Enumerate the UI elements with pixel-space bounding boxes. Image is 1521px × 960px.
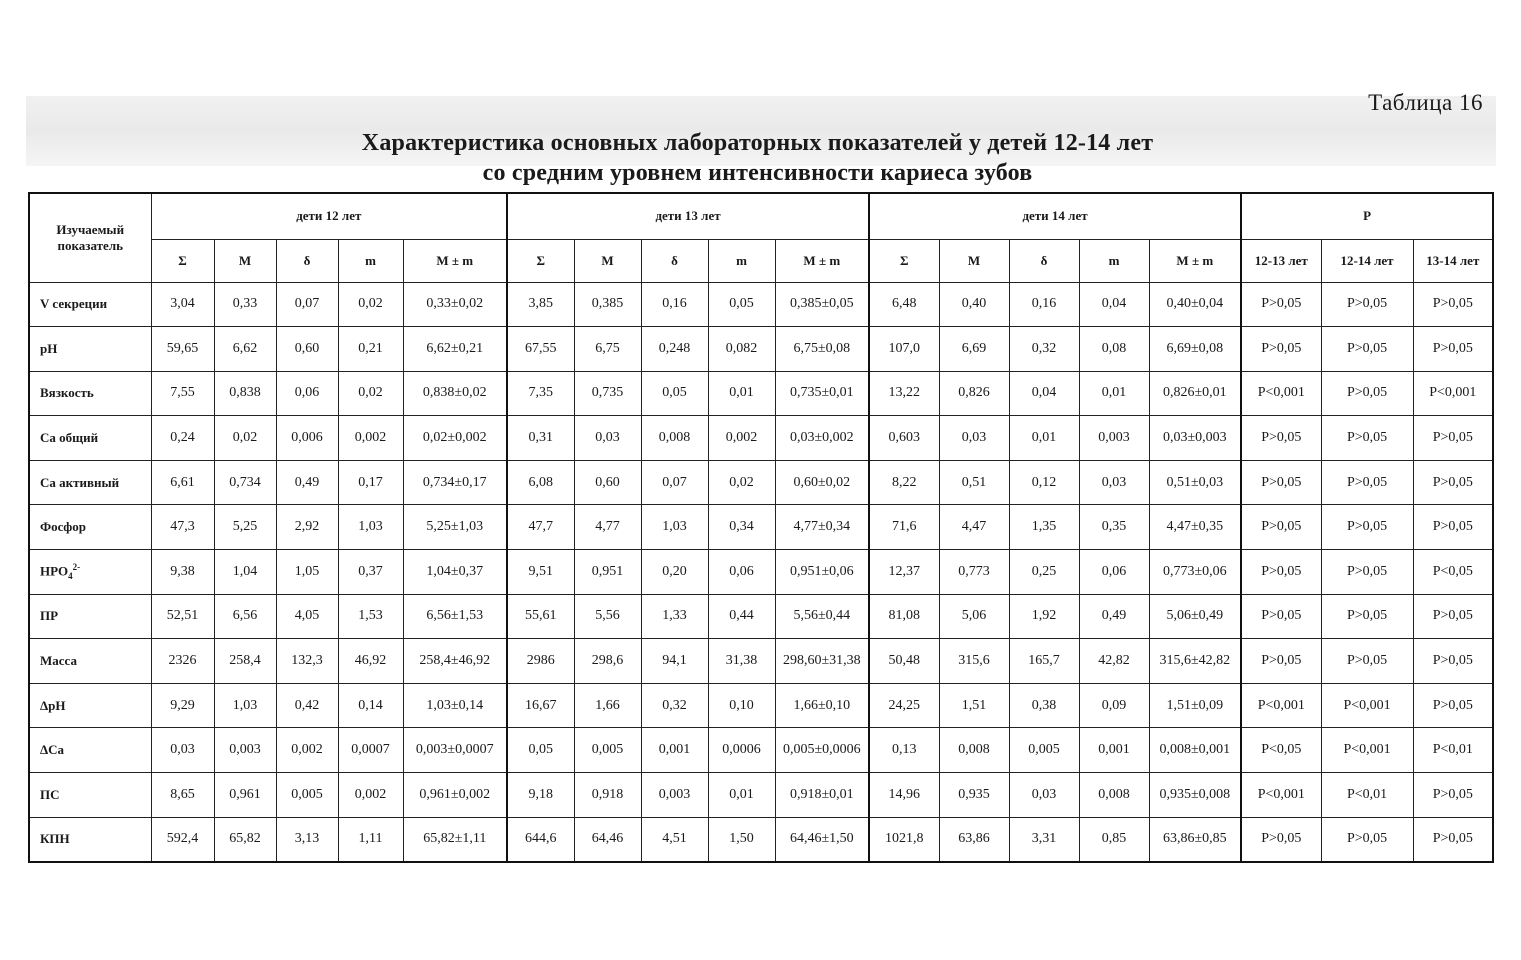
subheader-g0-c2: δ [276, 239, 338, 282]
subheader-p-c2: 13-14 лет [1413, 239, 1493, 282]
table-cell: 0,734 [214, 460, 276, 505]
table-cell: 132,3 [276, 639, 338, 684]
table-cell: Р>0,05 [1321, 416, 1413, 461]
subheader-g1-c2: δ [641, 239, 708, 282]
table-cell: 6,61 [151, 460, 214, 505]
table-cell: 1,03 [214, 683, 276, 728]
subheader-g0-c3: m [338, 239, 403, 282]
table-cell: 0,17 [338, 460, 403, 505]
table-cell: Р>0,05 [1413, 282, 1493, 327]
table-cell: 0,06 [276, 371, 338, 416]
table-cell: Р>0,05 [1413, 817, 1493, 862]
table-cell: Р>0,05 [1241, 817, 1321, 862]
table-cell: 0,25 [1009, 550, 1079, 595]
table-cell: 0,003 [1079, 416, 1149, 461]
table-cell: 8,22 [869, 460, 939, 505]
table-cell: 0,826 [939, 371, 1009, 416]
table-cell: 0,385 [574, 282, 641, 327]
table-cell: 0,003 [214, 728, 276, 773]
table-cell: 0,01 [708, 773, 775, 818]
table-cell: 5,25±1,03 [403, 505, 507, 550]
table-cell: 4,47±0,35 [1149, 505, 1241, 550]
table-cell: 0,838±0,02 [403, 371, 507, 416]
table-cell: 0,01 [708, 371, 775, 416]
table-cell: Р<0,01 [1321, 773, 1413, 818]
table-row [29, 550, 1493, 595]
table-cell: 0,961±0,002 [403, 773, 507, 818]
table-cell: 14,96 [869, 773, 939, 818]
table-cell: 4,77±0,34 [775, 505, 869, 550]
table-row [29, 416, 1493, 461]
table-cell: 1021,8 [869, 817, 939, 862]
table-cell: 0,60±0,02 [775, 460, 869, 505]
subheader-g1-c1: М [574, 239, 641, 282]
table-cell: 31,38 [708, 639, 775, 684]
subheader-g2-c1: М [939, 239, 1009, 282]
table-cell: 0,33±0,02 [403, 282, 507, 327]
table-cell: 5,56±0,44 [775, 594, 869, 639]
table-cell: Р>0,05 [1321, 505, 1413, 550]
row-label: ПР [29, 594, 151, 639]
header-group-13: дети 13 лет [507, 193, 869, 239]
table-cell: 0,003±0,0007 [403, 728, 507, 773]
table-cell: 0,005 [276, 773, 338, 818]
table-cell: 0,005±0,0006 [775, 728, 869, 773]
table-cell: 63,86 [939, 817, 1009, 862]
table-cell: 0,20 [641, 550, 708, 595]
table-cell: 0,003 [641, 773, 708, 818]
table-cell: 298,6 [574, 639, 641, 684]
table-cell: 7,55 [151, 371, 214, 416]
table-cell: 0,02 [708, 460, 775, 505]
table-cell: 0,14 [338, 683, 403, 728]
table-cell: 12,37 [869, 550, 939, 595]
table-cell: 46,92 [338, 639, 403, 684]
table-row [29, 371, 1493, 416]
table-cell: 1,92 [1009, 594, 1079, 639]
subheader-g1-c0: Σ [507, 239, 574, 282]
table-cell: 3,31 [1009, 817, 1079, 862]
row-label: КПН [29, 817, 151, 862]
table-cell: 9,51 [507, 550, 574, 595]
row-label: V секреции [29, 282, 151, 327]
table-cell: 1,11 [338, 817, 403, 862]
table-cell: 0,33 [214, 282, 276, 327]
table-cell: 0,826±0,01 [1149, 371, 1241, 416]
table-cell: 0,918 [574, 773, 641, 818]
table-cell: 1,66±0,10 [775, 683, 869, 728]
table-cell: 0,002 [276, 728, 338, 773]
table-cell: 0,02 [338, 371, 403, 416]
table-cell: 0,03±0,002 [775, 416, 869, 461]
table-row [29, 728, 1493, 773]
table-cell: 65,82 [214, 817, 276, 862]
table-cell: 47,3 [151, 505, 214, 550]
table-cell: 0,961 [214, 773, 276, 818]
table-cell: 3,85 [507, 282, 574, 327]
table-cell: 0,0007 [338, 728, 403, 773]
table-cell: 3,13 [276, 817, 338, 862]
table-cell: 0,005 [574, 728, 641, 773]
table-cell: 0,40±0,04 [1149, 282, 1241, 327]
table-cell: 6,69 [939, 327, 1009, 372]
table-title-line-2: со средним уровнем интенсивности кариеса зубов [482, 160, 1033, 186]
table-cell: Р>0,05 [1241, 639, 1321, 684]
table-row [29, 282, 1493, 327]
table-cell: Р>0,05 [1413, 416, 1493, 461]
subheader-g0-c1: М [214, 239, 276, 282]
table-cell: 0,51 [939, 460, 1009, 505]
table-cell: 0,0006 [708, 728, 775, 773]
table-cell: 16,67 [507, 683, 574, 728]
table-row [29, 639, 1493, 684]
table-cell: 9,38 [151, 550, 214, 595]
table-cell: 0,001 [1079, 728, 1149, 773]
header-group-14: дети 14 лет [869, 193, 1241, 239]
table-cell: 7,35 [507, 371, 574, 416]
table-cell: 0,44 [708, 594, 775, 639]
table-cell: Р>0,05 [1241, 327, 1321, 372]
table-cell: 298,60±31,38 [775, 639, 869, 684]
table-cell: 0,10 [708, 683, 775, 728]
table-cell: 0,03 [1079, 460, 1149, 505]
table-cell: 1,33 [641, 594, 708, 639]
table-cell: 2,92 [276, 505, 338, 550]
table-cell: 0,248 [641, 327, 708, 372]
table-cell: 0,05 [641, 371, 708, 416]
table-cell: Р>0,05 [1413, 594, 1493, 639]
table-cell: 0,008 [641, 416, 708, 461]
table-cell: 81,08 [869, 594, 939, 639]
table-cell: 0,31 [507, 416, 574, 461]
table-cell: 0,935 [939, 773, 1009, 818]
table-cell: 0,07 [276, 282, 338, 327]
table-cell: 0,05 [708, 282, 775, 327]
table-cell: 0,951 [574, 550, 641, 595]
table-cell: 6,56±1,53 [403, 594, 507, 639]
table-cell: 64,46±1,50 [775, 817, 869, 862]
table-cell: 0,32 [641, 683, 708, 728]
subheader-g1-c4: М ± m [775, 239, 869, 282]
table-cell: 0,001 [641, 728, 708, 773]
table-cell: 0,935±0,008 [1149, 773, 1241, 818]
table-cell: 315,6±42,82 [1149, 639, 1241, 684]
table-cell: 6,75±0,08 [775, 327, 869, 372]
row-label: Фосфор [29, 505, 151, 550]
table-cell: 0,006 [276, 416, 338, 461]
table-cell: 0,21 [338, 327, 403, 372]
table-cell: Р<0,001 [1413, 371, 1493, 416]
table-cell: 0,32 [1009, 327, 1079, 372]
table-cell: 258,4 [214, 639, 276, 684]
table-cell: 0,773±0,06 [1149, 550, 1241, 595]
table-title-line-1: Характеристика основных лабораторных показателей у детей 12-14 лет [361, 130, 1154, 156]
table-cell: 315,6 [939, 639, 1009, 684]
table-cell: 0,008 [939, 728, 1009, 773]
header-group-p: Р [1241, 193, 1493, 239]
table-cell: 0,838 [214, 371, 276, 416]
subheader-g1-c3: m [708, 239, 775, 282]
table-cell: 6,48 [869, 282, 939, 327]
table-cell: 0,07 [641, 460, 708, 505]
table-cell: 63,86±0,85 [1149, 817, 1241, 862]
table-cell: Р>0,05 [1241, 416, 1321, 461]
subheader-g2-c2: δ [1009, 239, 1079, 282]
table-cell: 0,735±0,01 [775, 371, 869, 416]
subheader-p-c1: 12-14 лет [1321, 239, 1413, 282]
table-cell: 0,42 [276, 683, 338, 728]
table-cell: 0,03 [574, 416, 641, 461]
table-cell: 1,51 [939, 683, 1009, 728]
table-cell: 1,53 [338, 594, 403, 639]
table-row [29, 594, 1493, 639]
table-cell: Р<0,001 [1241, 371, 1321, 416]
table-cell: 0,12 [1009, 460, 1079, 505]
table-cell: 5,06 [939, 594, 1009, 639]
table-cell: 0,51±0,03 [1149, 460, 1241, 505]
table-cell: 59,65 [151, 327, 214, 372]
table-cell: 0,951±0,06 [775, 550, 869, 595]
table-cell: 4,47 [939, 505, 1009, 550]
table-cell: Р<0,01 [1413, 728, 1493, 773]
row-label: ΔСа [29, 728, 151, 773]
table-cell: Р>0,05 [1321, 817, 1413, 862]
table-row [29, 817, 1493, 862]
table-cell: 0,40 [939, 282, 1009, 327]
table-cell: 5,06±0,49 [1149, 594, 1241, 639]
table-cell: 0,37 [338, 550, 403, 595]
table-cell: Р>0,05 [1413, 683, 1493, 728]
table-cell: 0,60 [276, 327, 338, 372]
table-cell: 0,08 [1079, 327, 1149, 372]
table-cell: 1,04 [214, 550, 276, 595]
table-cell: 4,51 [641, 817, 708, 862]
table-cell: Р>0,05 [1321, 594, 1413, 639]
table-cell: 0,49 [276, 460, 338, 505]
table-cell: 644,6 [507, 817, 574, 862]
table-cell: 65,82±1,11 [403, 817, 507, 862]
table-cell: 165,7 [1009, 639, 1079, 684]
table-cell: 1,03±0,14 [403, 683, 507, 728]
table-cell: 1,51±0,09 [1149, 683, 1241, 728]
table-cell: 5,56 [574, 594, 641, 639]
table-cell: 67,55 [507, 327, 574, 372]
table-cell: 0,16 [1009, 282, 1079, 327]
table-row [29, 505, 1493, 550]
table-cell: 0,02±0,002 [403, 416, 507, 461]
row-label: Масса [29, 639, 151, 684]
row-label: pH [29, 327, 151, 372]
table-cell: Р>0,05 [1321, 327, 1413, 372]
table-cell: 50,48 [869, 639, 939, 684]
table-cell: Р<0,001 [1321, 683, 1413, 728]
table-cell: 0,01 [1009, 416, 1079, 461]
table-cell: 0,09 [1079, 683, 1149, 728]
table-cell: Р>0,05 [1321, 639, 1413, 684]
row-label: ΔрН [29, 683, 151, 728]
table-cell: 4,77 [574, 505, 641, 550]
table-cell: 1,04±0,37 [403, 550, 507, 595]
table-cell: 0,85 [1079, 817, 1149, 862]
table-cell: 6,75 [574, 327, 641, 372]
table-row [29, 460, 1493, 505]
table-cell: 47,7 [507, 505, 574, 550]
table-row [29, 327, 1493, 372]
table-cell: 0,60 [574, 460, 641, 505]
subheader-g0-c4: М ± m [403, 239, 507, 282]
table-cell: 13,22 [869, 371, 939, 416]
subheader-g2-c3: m [1079, 239, 1149, 282]
table-cell: 0,06 [1079, 550, 1149, 595]
row-label: Са активный [29, 460, 151, 505]
table-cell: 6,62±0,21 [403, 327, 507, 372]
subheader-g2-c0: Σ [869, 239, 939, 282]
table-row [29, 683, 1493, 728]
table-cell: 0,002 [338, 416, 403, 461]
table-cell: 6,56 [214, 594, 276, 639]
table-cell: 0,03±0,003 [1149, 416, 1241, 461]
table-cell: 0,002 [708, 416, 775, 461]
table-cell: Р>0,05 [1321, 550, 1413, 595]
table-cell: Р<0,001 [1241, 773, 1321, 818]
table-cell: Р>0,05 [1413, 505, 1493, 550]
header-group-12: дети 12 лет [151, 193, 507, 239]
table-cell: 0,082 [708, 327, 775, 372]
table-cell: 0,01 [1079, 371, 1149, 416]
table-cell: Р>0,05 [1413, 773, 1493, 818]
table-cell: 71,6 [869, 505, 939, 550]
table-cell: 0,008±0,001 [1149, 728, 1241, 773]
table-cell: 0,03 [939, 416, 1009, 461]
table-cell: 0,734±0,17 [403, 460, 507, 505]
table-cell: 1,05 [276, 550, 338, 595]
table-cell: Р<0,001 [1241, 683, 1321, 728]
table-cell: Р>0,05 [1321, 460, 1413, 505]
row-label: Вязкость [29, 371, 151, 416]
table-cell: 0,34 [708, 505, 775, 550]
table-cell: 0,02 [338, 282, 403, 327]
row-label: ПС [29, 773, 151, 818]
table-cell: Р>0,05 [1413, 460, 1493, 505]
table-cell: 2326 [151, 639, 214, 684]
table-number-label: Таблица 16 [1368, 90, 1483, 115]
subheader-g2-c4: М ± m [1149, 239, 1241, 282]
table-cell: 0,02 [214, 416, 276, 461]
table-cell: Р>0,05 [1241, 594, 1321, 639]
table-cell: 0,03 [151, 728, 214, 773]
table-cell: 0,603 [869, 416, 939, 461]
table-cell: 0,008 [1079, 773, 1149, 818]
table-cell: 55,61 [507, 594, 574, 639]
table-cell: 0,005 [1009, 728, 1079, 773]
table-cell: 5,25 [214, 505, 276, 550]
table-cell: 8,65 [151, 773, 214, 818]
table-cell: 1,66 [574, 683, 641, 728]
table-cell: 0,35 [1079, 505, 1149, 550]
table-cell: 42,82 [1079, 639, 1149, 684]
table-cell: 0,13 [869, 728, 939, 773]
table-cell: 0,24 [151, 416, 214, 461]
table-cell: 3,04 [151, 282, 214, 327]
table-cell: 0,918±0,01 [775, 773, 869, 818]
table-cell: 64,46 [574, 817, 641, 862]
table-cell: 24,25 [869, 683, 939, 728]
table-cell: 1,03 [338, 505, 403, 550]
table-cell: 0,773 [939, 550, 1009, 595]
subheader-g0-c0: Σ [151, 239, 214, 282]
table-cell: 0,002 [338, 773, 403, 818]
table-cell: 0,04 [1009, 371, 1079, 416]
table-cell: 592,4 [151, 817, 214, 862]
table-cell: 258,4±46,92 [403, 639, 507, 684]
table-cell: 1,03 [641, 505, 708, 550]
table-cell: Р<0,05 [1413, 550, 1493, 595]
table-cell: 4,05 [276, 594, 338, 639]
table-cell: 6,62 [214, 327, 276, 372]
table-cell: Р>0,05 [1241, 282, 1321, 327]
table-cell: 52,51 [151, 594, 214, 639]
table-cell: Р>0,05 [1241, 550, 1321, 595]
table-cell: Р<0,05 [1241, 728, 1321, 773]
table-cell: Р>0,05 [1241, 505, 1321, 550]
table-row [29, 773, 1493, 818]
table-cell: 0,735 [574, 371, 641, 416]
table-cell: 1,35 [1009, 505, 1079, 550]
table-cell: Р>0,05 [1241, 460, 1321, 505]
row-label: $НРО_4^{2-}$ [29, 550, 151, 595]
table-cell: 6,69±0,08 [1149, 327, 1241, 372]
table-cell: 0,38 [1009, 683, 1079, 728]
subheader-p-c0: 12-13 лет [1241, 239, 1321, 282]
table-cell: Р>0,05 [1321, 282, 1413, 327]
table-cell: 107,0 [869, 327, 939, 372]
table-cell: 0,49 [1079, 594, 1149, 639]
table-cell: 0,04 [1079, 282, 1149, 327]
table-cell: 0,385±0,05 [775, 282, 869, 327]
table-cell: 94,1 [641, 639, 708, 684]
table-cell: Р>0,05 [1321, 371, 1413, 416]
table-cell: 6,08 [507, 460, 574, 505]
table-cell: 0,06 [708, 550, 775, 595]
table-cell: 0,03 [1009, 773, 1079, 818]
table-cell: Р>0,05 [1413, 639, 1493, 684]
table-cell: 1,50 [708, 817, 775, 862]
table-cell: 9,18 [507, 773, 574, 818]
header-indicator: Изучаемый показатель [29, 193, 151, 282]
lab-indicators-table [28, 192, 1494, 863]
table-cell: Р<0,001 [1321, 728, 1413, 773]
table-cell: 2986 [507, 639, 574, 684]
row-label: Са общий [29, 416, 151, 461]
table-cell: Р>0,05 [1413, 327, 1493, 372]
table-cell: 9,29 [151, 683, 214, 728]
table-cell: 0,16 [641, 282, 708, 327]
table-cell: 0,05 [507, 728, 574, 773]
